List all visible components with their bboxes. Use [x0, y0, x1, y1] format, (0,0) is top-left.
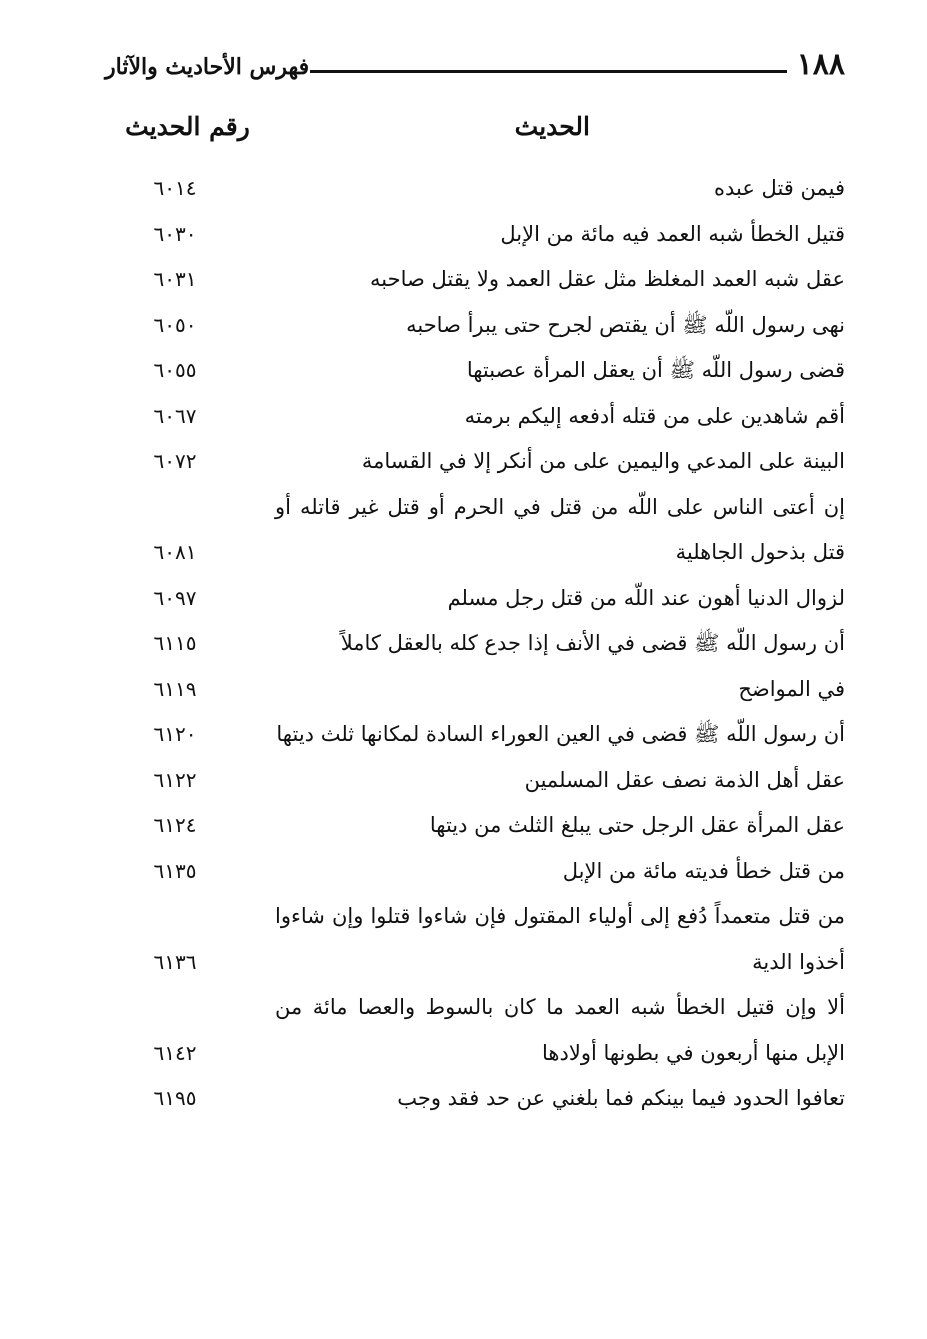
entry-text: البينة على المدعي واليمين على من أنكر إلا في القسامة	[361, 449, 845, 473]
column-headers	[125, 112, 845, 152]
entry-number: ٦٠٦٧	[153, 403, 197, 428]
entry-text: أقم شاهدين على من قتله أدفعه إليكم برمته	[464, 403, 845, 428]
entry-text: عقل المرأة عقل الرجل حتى يبلغ الثلث من ديتها	[429, 813, 845, 837]
running-title: فهرس الأحاديث والآثار	[105, 54, 310, 80]
index-entry	[125, 849, 845, 895]
column-header-number: رقم الحديث	[125, 112, 250, 141]
entry-number: ٦١١٥	[153, 631, 197, 655]
entry-number: ٦٠٥٠	[153, 312, 197, 337]
index-entry	[125, 667, 845, 713]
entry-number: ٦١٢٤	[153, 813, 197, 837]
entry-number: ٦٠٧٢	[153, 449, 197, 473]
index-entry	[125, 621, 845, 667]
page-header	[105, 44, 845, 92]
entry-number: ٦١٩٥	[153, 1086, 197, 1110]
entry-number: ٦٠٣٠	[153, 221, 197, 246]
index-entry	[125, 439, 845, 485]
entry-text: عقل أهل الذمة نصف عقل المسلمين	[524, 767, 845, 792]
entry-number: ٦١٢٢	[153, 767, 197, 792]
entry-number: ٦٠٥٥	[153, 358, 197, 382]
entry-number: ٦٠٣١	[153, 267, 197, 291]
entry-text: تعافوا الحدود فيما بينكم فما بلغني عن حد فقد وجب	[397, 1086, 845, 1110]
entry-text: نهى رسول اللّه ﷺ أن يقتص لجرح حتى يبرأ صاحبه	[406, 312, 845, 337]
index-entry	[125, 257, 845, 303]
entry-text: من قتل خطأ فديته مائة من الإبل	[562, 858, 845, 883]
index-entry	[125, 894, 845, 985]
index-entry	[125, 576, 845, 622]
entry-text: ألا وإن قتيل الخطأ شبه العمد ما كان بالسوط والعصا مائة من الإبل منها أربعون في بطونها أولادها	[275, 995, 845, 1065]
index-entry	[125, 303, 845, 349]
entry-text: أن رسول اللّه ﷺ قضى في الأنف إذا جدع كله بالعقل كاملاً	[340, 631, 845, 655]
index-entry	[125, 485, 845, 576]
entry-number: ٦١١٩	[153, 676, 197, 701]
entry-number: ٦٠١٤	[153, 176, 197, 200]
entry-text: إن أعتى الناس على اللّه من قتل في الحرم أو قتل غير قاتله أو قتل بذحول الجاهلية	[275, 494, 845, 564]
entry-number: ٦٠٨١	[153, 540, 197, 564]
index-entry	[125, 394, 845, 440]
index-entry	[125, 712, 845, 758]
index-entry	[125, 166, 845, 212]
index-entry	[125, 803, 845, 849]
entry-text: لزوال الدنيا أهون عند اللّه من قتل رجل مسلم	[447, 585, 845, 610]
entry-number: ٦٠٩٧	[153, 585, 197, 610]
entry-number: ٦١٤٢	[153, 1040, 197, 1065]
entry-text: عقل شبه العمد المغلظ مثل عقل العمد ولا يقتل صاحبه	[370, 267, 845, 291]
column-header-hadith: الحديث	[514, 112, 590, 141]
entry-text: في المواضح	[738, 676, 845, 701]
entry-text: قضى رسول اللّه ﷺ أن يعقل المرأة عصبتها	[466, 358, 845, 382]
header-rule	[310, 70, 787, 73]
index-entry	[125, 348, 845, 394]
index-entry	[125, 1076, 845, 1122]
entry-text: من قتل متعمداً دُفع إلى أولياء المقتول فإن شاءوا قتلوا وإن شاءوا أخذوا الدية	[275, 904, 845, 974]
hadith-index-list	[125, 166, 845, 1122]
entry-number: ٦١٣٦	[153, 949, 197, 974]
entry-number: ٦١٣٥	[153, 858, 197, 883]
entry-text: أن رسول اللّه ﷺ قضى في العين العوراء السادة لمكانها ثلث ديتها	[276, 722, 845, 746]
index-entry	[125, 212, 845, 258]
index-entry	[125, 985, 845, 1076]
entry-text: قتيل الخطأ شبه العمد فيه مائة من الإبل	[500, 221, 845, 246]
index-entry	[125, 758, 845, 804]
entry-number: ٦١٢٠	[153, 722, 197, 746]
page-number: ١٨٨	[796, 47, 845, 82]
entry-text: فيمن قتل عبده	[713, 176, 845, 200]
